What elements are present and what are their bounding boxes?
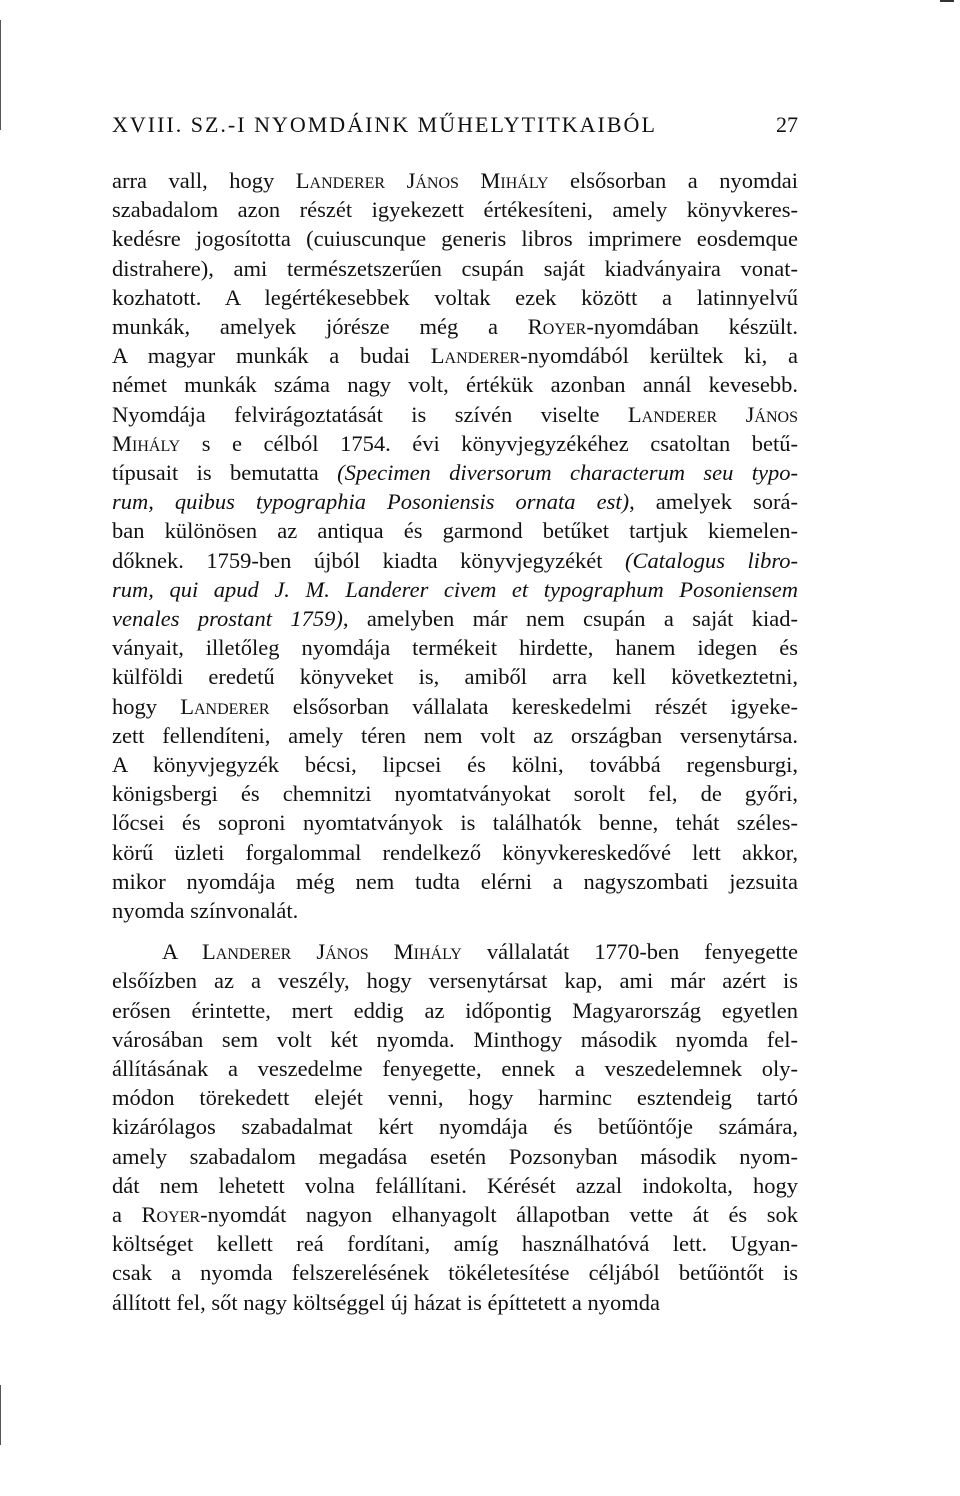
text-line bbox=[112, 896, 798, 926]
italic-title: (Catalogus libro- bbox=[625, 547, 798, 573]
page-number: 27 bbox=[776, 112, 798, 137]
text-line bbox=[112, 1200, 798, 1230]
text-run: Nyomdája felvirágoztatását is szívén viselte bbox=[112, 401, 628, 427]
text-line bbox=[112, 750, 798, 780]
text-line bbox=[112, 195, 798, 225]
text-line bbox=[112, 1142, 798, 1172]
text-line bbox=[112, 224, 798, 254]
text-run: módon törekedett elejét venni, hogy harminc esztendeig tartó bbox=[112, 1085, 798, 1111]
text-run: állításának a veszedelme fenyegette, ennek a veszedelemnek oly- bbox=[112, 1056, 798, 1081]
text-run: csak a nyomda felszerelésének tökéletesítése céljából betűöntőt is bbox=[112, 1260, 798, 1286]
text-run: -nyomdában készült. bbox=[586, 314, 798, 339]
text-line bbox=[112, 429, 798, 459]
text-run: -nyomdát nagyon elhanyagolt állapotban vette át és sok bbox=[200, 1202, 798, 1227]
text-line bbox=[112, 254, 798, 284]
text-run: distrahere), ami természetszerűen csupán saját kiadványaira vonat- bbox=[112, 255, 798, 281]
text-run: városában sem volt két nyomda. Minthogy második nyomda fel- bbox=[112, 1026, 798, 1052]
small-caps-name: Royer bbox=[141, 1202, 201, 1227]
text-run: mikor nyomdája még nem tudta elérni a nagyszombati jezsuita bbox=[112, 868, 798, 894]
text-line bbox=[112, 721, 798, 751]
small-caps-name: Landerer bbox=[430, 343, 521, 369]
text-run: ban különösen az antiqua és garmond betűket tartjuk kiemelen- bbox=[112, 518, 798, 544]
text-run: s e célból 1754. évi könyvjegyzékéhez csatoltan betű- bbox=[180, 430, 798, 456]
text-line bbox=[112, 838, 798, 868]
text-run: hogy bbox=[112, 693, 181, 719]
italic-title: (Specimen diversorum characterum seu typo- bbox=[337, 460, 798, 485]
text-line bbox=[112, 341, 798, 371]
text-line bbox=[112, 867, 798, 897]
text-run: nyomda színvonalát. bbox=[112, 898, 299, 923]
text-run: szabadalom azon részét igyekezett értékesíteni, amely könyvkeres- bbox=[112, 197, 798, 223]
text-run: kizárólagos szabadalmat kért nyomdája és betűöntője számára, bbox=[112, 1114, 798, 1140]
text-line bbox=[112, 1258, 798, 1288]
running-header bbox=[112, 112, 798, 138]
text-line bbox=[112, 1054, 798, 1084]
small-caps-name: Royer bbox=[527, 314, 587, 339]
text-line bbox=[112, 458, 798, 488]
text-line bbox=[112, 487, 798, 517]
small-caps-name: Landerer bbox=[180, 693, 270, 719]
italic-title: rum, quibus typographia Posoniensis ornata est) bbox=[112, 489, 630, 515]
text-line bbox=[112, 1288, 798, 1318]
text-line bbox=[112, 692, 798, 722]
text-line bbox=[112, 604, 798, 634]
small-caps-name: Landerer János Mihály bbox=[295, 168, 549, 193]
text-run: -nyomdából kerültek ki, a bbox=[520, 343, 798, 369]
text-run: körű üzleti forgalommal rendelkező könyvkereskedővé lett akkor, bbox=[112, 839, 798, 865]
text-run: német munkák száma nagy volt, értékük azonban annál kevesebb. bbox=[112, 372, 798, 398]
text-line bbox=[112, 1171, 798, 1201]
text-run: königsbergi és chemnitzi nyomtatványokat sorolt fel, de győri, bbox=[112, 781, 798, 807]
text-run: zett fellendíteni, amely téren nem volt az országban versenytársa. bbox=[112, 722, 798, 748]
text-line bbox=[112, 808, 798, 838]
text-run: , amelyben már nem csupán a saját kiad- bbox=[342, 606, 799, 631]
text-run: amely szabadalom megadása esetén Pozsonyban második nyom- bbox=[112, 1143, 798, 1169]
text-line bbox=[112, 937, 798, 967]
text-run: dát nem lehetett volna felállítani. Kérését azzal indokolta, hogy bbox=[112, 1172, 798, 1198]
text-line bbox=[112, 1025, 798, 1055]
text-run: elsősorban a nyomdai bbox=[548, 168, 798, 193]
text-run: költséget kellett reá fordítani, amíg használhatóvá lett. Ugyan- bbox=[112, 1231, 798, 1257]
text-run: lőcsei és soproni nyomtatványok is találhatók benne, tehát széles- bbox=[112, 810, 798, 836]
text-line bbox=[112, 1112, 798, 1142]
text-line bbox=[112, 633, 798, 663]
text-run: a bbox=[112, 1202, 142, 1227]
text-run: , amelyek sorá- bbox=[629, 489, 798, 515]
text-run: A könyvjegyzék bécsi, lipcsei és kölni, továbbá regensburgi, bbox=[112, 752, 798, 777]
text-line bbox=[112, 312, 798, 342]
running-title: XVIII. SZ.-I NYOMDÁINK MŰHELYTITKAIBÓL bbox=[112, 112, 657, 137]
text-line bbox=[112, 1083, 798, 1113]
text-run: dőknek. 1759-ben újból kiadta könyvjegyzékét bbox=[112, 547, 626, 573]
text-run: állított fel, sőt nagy költséggel új házat is építtetett a nyomda bbox=[112, 1289, 660, 1315]
text-line bbox=[112, 283, 798, 313]
text-run: elsősorban vállalata kereskedelmi részét igyeke- bbox=[269, 693, 798, 719]
small-caps-name: Landerer János bbox=[627, 401, 798, 427]
italic-title: rum, qui apud J. M. Landerer civem et typographum Posoniensem bbox=[112, 576, 798, 602]
small-caps-name: Mihály bbox=[112, 430, 181, 456]
text-run: arra vall, hogy bbox=[112, 168, 296, 193]
scan-corner-mark bbox=[940, 0, 954, 2]
scan-edge-line-top bbox=[0, 20, 1, 130]
text-line bbox=[112, 1229, 798, 1259]
text-line bbox=[112, 966, 798, 996]
text-run: erősen érintette, mert eddig az időpontig Magyarország egyetlen bbox=[112, 997, 798, 1023]
italic-title: venales prostant 1759) bbox=[112, 606, 343, 631]
text-line bbox=[112, 779, 798, 809]
text-run: külföldi eredetű könyveket is, amiből arra kell következtetni, bbox=[112, 664, 798, 690]
text-run: A magyar munkák a budai bbox=[112, 343, 431, 369]
scan-edge-line-bottom bbox=[0, 1385, 1, 1445]
text-run: munkák, amelyek jórésze még a bbox=[112, 314, 528, 339]
text-run: kedésre jogosította (cuiuscunque generis libros imprimere eosdemque bbox=[112, 226, 798, 252]
text-line bbox=[112, 575, 798, 605]
text-run: típusait is bemutatta bbox=[112, 460, 338, 485]
text-line bbox=[112, 662, 798, 692]
text-line bbox=[112, 400, 798, 430]
text-line bbox=[112, 546, 798, 576]
text-run: kozhatott. A legértékesebbek voltak ezek között a latinnyelvű bbox=[112, 284, 798, 310]
text-line bbox=[112, 166, 798, 196]
text-line bbox=[112, 370, 798, 400]
text-line bbox=[112, 996, 798, 1026]
text-run: ványait, illetőleg nyomdája termékeit hirdette, hanem idegen és bbox=[112, 635, 798, 661]
text-run: A bbox=[162, 939, 203, 965]
text-run: vállalatát 1770-ben fenyegette bbox=[461, 939, 798, 965]
text-line bbox=[112, 516, 798, 546]
small-caps-name: Landerer János Mihály bbox=[202, 939, 462, 965]
text-run: elsőízben az a veszély, hogy versenytársat kap, ami már azért is bbox=[112, 968, 798, 994]
